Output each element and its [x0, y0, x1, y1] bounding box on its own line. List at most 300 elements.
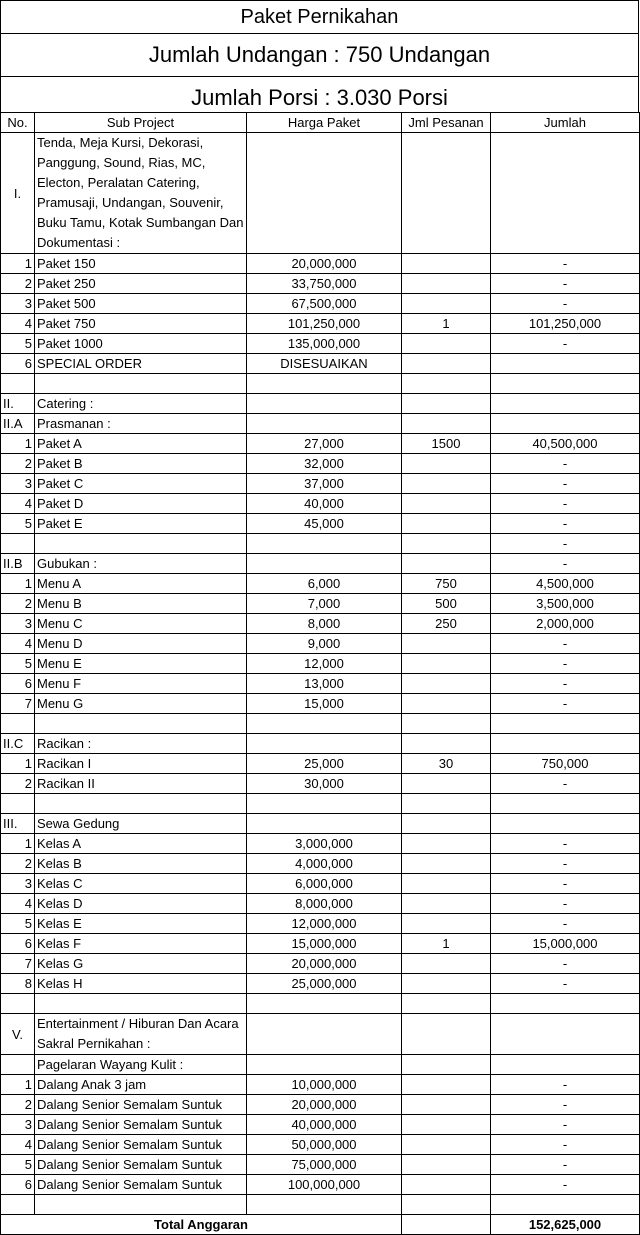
row-sub-project: Racikan :	[35, 734, 247, 754]
total-label: Total Anggaran	[1, 1215, 402, 1235]
row-no: 1	[1, 254, 35, 274]
row-no: 2	[1, 594, 35, 614]
row-sub-project: Dalang Senior Semalam Suntuk	[35, 1175, 247, 1195]
row-jml-pesanan	[402, 874, 491, 894]
row-jumlah: -	[491, 1155, 640, 1175]
row-jml-pesanan	[402, 374, 491, 394]
row-harga-paket: 100,000,000	[247, 1175, 402, 1195]
row-jumlah	[491, 794, 640, 814]
table-row	[1, 974, 640, 994]
row-jml-pesanan	[402, 274, 491, 294]
row-no: 6	[1, 934, 35, 954]
table-row	[1, 534, 640, 554]
row-jumlah	[491, 1195, 640, 1215]
row-no: 1	[1, 754, 35, 774]
row-jml-pesanan: 1	[402, 314, 491, 334]
row-jml-pesanan	[402, 774, 491, 794]
table-row	[1, 294, 640, 314]
table-row	[1, 854, 640, 874]
row-jml-pesanan	[402, 1135, 491, 1155]
table-row	[1, 614, 640, 634]
row-sub-project: Menu D	[35, 634, 247, 654]
row-jumlah	[491, 714, 640, 734]
row-sub-project: Sewa Gedung	[35, 814, 247, 834]
row-sub-project: Racikan II	[35, 774, 247, 794]
row-no: 4	[1, 634, 35, 654]
row-no: 1	[1, 1075, 35, 1095]
row-no: 2	[1, 1095, 35, 1115]
row-harga-paket	[247, 1055, 402, 1075]
row-sub-project: Paket 750	[35, 314, 247, 334]
col-header-sub-project: Sub Project	[35, 113, 247, 133]
row-jml-pesanan	[402, 914, 491, 934]
row-jumlah	[491, 133, 640, 254]
table-row	[1, 394, 640, 414]
row-jml-pesanan	[402, 354, 491, 374]
row-sub-project: Paket 500	[35, 294, 247, 314]
row-harga-paket: 27,000	[247, 434, 402, 454]
table-row	[1, 694, 640, 714]
row-jumlah: -	[491, 1075, 640, 1095]
table-row	[1, 1135, 640, 1155]
row-no: 4	[1, 314, 35, 334]
row-harga-paket: 4,000,000	[247, 854, 402, 874]
row-jml-pesanan	[402, 794, 491, 814]
row-no: II.A	[1, 414, 35, 434]
row-harga-paket	[247, 794, 402, 814]
row-jumlah: -	[491, 334, 640, 354]
row-jml-pesanan	[402, 294, 491, 314]
total-row	[1, 1215, 640, 1235]
table-row	[1, 734, 640, 754]
row-no: 4	[1, 894, 35, 914]
row-sub-project: Prasmanan :	[35, 414, 247, 434]
row-jml-pesanan	[402, 254, 491, 274]
row-jml-pesanan: 750	[402, 574, 491, 594]
row-no: 6	[1, 674, 35, 694]
row-no: I.	[1, 133, 35, 254]
row-sub-project: Paket E	[35, 514, 247, 534]
row-harga-paket: 40,000	[247, 494, 402, 514]
row-jumlah	[491, 814, 640, 834]
row-jml-pesanan	[402, 814, 491, 834]
row-jumlah	[491, 994, 640, 1014]
row-sub-project: Menu F	[35, 674, 247, 694]
row-jml-pesanan: 30	[402, 754, 491, 774]
row-no: 1	[1, 434, 35, 454]
page-title: Paket Pernikahan	[0, 0, 639, 33]
row-jml-pesanan: 500	[402, 594, 491, 614]
row-jumlah: 101,250,000	[491, 314, 640, 334]
table-row	[1, 454, 640, 474]
row-harga-paket	[247, 374, 402, 394]
row-sub-project: Menu E	[35, 654, 247, 674]
row-jml-pesanan	[402, 1155, 491, 1175]
row-jumlah: -	[491, 634, 640, 654]
row-sub-project	[35, 534, 247, 554]
row-harga-paket: 30,000	[247, 774, 402, 794]
table-row	[1, 834, 640, 854]
row-jumlah: -	[491, 894, 640, 914]
table-row	[1, 434, 640, 454]
row-harga-paket	[247, 1014, 402, 1055]
row-jml-pesanan: 1	[402, 934, 491, 954]
table-row	[1, 794, 640, 814]
row-no: 2	[1, 854, 35, 874]
table-row	[1, 514, 640, 534]
row-sub-project	[35, 994, 247, 1014]
table-row	[1, 274, 640, 294]
row-jumlah: -	[491, 554, 640, 574]
row-harga-paket: 13,000	[247, 674, 402, 694]
row-sub-project: Gubukan :	[35, 554, 247, 574]
row-jumlah: -	[491, 774, 640, 794]
table-header-row	[1, 113, 640, 133]
row-jml-pesanan	[402, 494, 491, 514]
table-row	[1, 334, 640, 354]
table-row	[1, 634, 640, 654]
row-harga-paket	[247, 1195, 402, 1215]
row-sub-project: Kelas B	[35, 854, 247, 874]
row-no: 1	[1, 834, 35, 854]
row-jumlah: -	[491, 254, 640, 274]
row-harga-paket: 20,000,000	[247, 954, 402, 974]
row-no: 4	[1, 1135, 35, 1155]
table-row	[1, 374, 640, 394]
row-jumlah: -	[491, 914, 640, 934]
col-header-harga-paket: Harga Paket	[247, 113, 402, 133]
row-jml-pesanan	[402, 1195, 491, 1215]
row-harga-paket: 6,000	[247, 574, 402, 594]
row-jumlah: -	[491, 454, 640, 474]
table-row	[1, 814, 640, 834]
row-sub-project: Pagelaran Wayang Kulit :	[35, 1055, 247, 1075]
row-sub-project: Kelas C	[35, 874, 247, 894]
table-row	[1, 994, 640, 1014]
row-harga-paket: 20,000,000	[247, 254, 402, 274]
table-row	[1, 774, 640, 794]
row-jumlah: -	[491, 294, 640, 314]
row-no: 6	[1, 1175, 35, 1195]
row-harga-paket	[247, 534, 402, 554]
row-jumlah: -	[491, 474, 640, 494]
row-jumlah: 4,500,000	[491, 574, 640, 594]
row-harga-paket: 67,500,000	[247, 294, 402, 314]
row-no: 7	[1, 694, 35, 714]
row-no: 5	[1, 914, 35, 934]
row-jumlah	[491, 734, 640, 754]
table-row	[1, 914, 640, 934]
row-harga-paket	[247, 133, 402, 254]
row-no: 2	[1, 274, 35, 294]
row-sub-project: Kelas A	[35, 834, 247, 854]
row-harga-paket	[247, 814, 402, 834]
portion-count: Jumlah Porsi : 3.030 Porsi	[0, 76, 639, 112]
table-row	[1, 934, 640, 954]
row-harga-paket: 40,000,000	[247, 1115, 402, 1135]
row-jml-pesanan	[402, 894, 491, 914]
table-row	[1, 894, 640, 914]
table-row	[1, 1095, 640, 1115]
row-jml-pesanan	[402, 1075, 491, 1095]
budget-table	[0, 112, 640, 1235]
row-harga-paket	[247, 994, 402, 1014]
table-row	[1, 133, 640, 254]
table-row	[1, 954, 640, 974]
row-no: 3	[1, 294, 35, 314]
row-jumlah: -	[491, 274, 640, 294]
row-jumlah: -	[491, 674, 640, 694]
row-no: 3	[1, 474, 35, 494]
total-value: 152,625,000	[491, 1215, 640, 1235]
table-row	[1, 714, 640, 734]
row-harga-paket: 12,000	[247, 654, 402, 674]
row-sub-project: Paket C	[35, 474, 247, 494]
row-jumlah	[491, 1055, 640, 1075]
row-jumlah: 2,000,000	[491, 614, 640, 634]
row-jumlah: -	[491, 654, 640, 674]
row-harga-paket	[247, 554, 402, 574]
row-sub-project: Kelas H	[35, 974, 247, 994]
row-jumlah: -	[491, 494, 640, 514]
row-harga-paket: 15,000,000	[247, 934, 402, 954]
row-sub-project	[35, 1195, 247, 1215]
row-jml-pesanan	[402, 694, 491, 714]
row-jumlah: -	[491, 834, 640, 854]
row-no: 2	[1, 454, 35, 474]
row-jumlah: -	[491, 854, 640, 874]
col-header-no: No.	[1, 113, 35, 133]
row-jml-pesanan	[402, 1014, 491, 1055]
row-no: III.	[1, 814, 35, 834]
table-row	[1, 574, 640, 594]
row-harga-paket: 15,000	[247, 694, 402, 714]
row-sub-project: Dalang Senior Semalam Suntuk	[35, 1135, 247, 1155]
row-no: 3	[1, 874, 35, 894]
row-sub-project: Menu C	[35, 614, 247, 634]
row-sub-project: SPECIAL ORDER	[35, 354, 247, 374]
row-jml-pesanan	[402, 474, 491, 494]
row-no: 5	[1, 514, 35, 534]
table-row	[1, 674, 640, 694]
table-row	[1, 1055, 640, 1075]
row-jml-pesanan	[402, 674, 491, 694]
row-jumlah: 40,500,000	[491, 434, 640, 454]
row-jumlah	[491, 394, 640, 414]
table-row	[1, 554, 640, 574]
table-row	[1, 1115, 640, 1135]
row-sub-project: Dalang Senior Semalam Suntuk	[35, 1155, 247, 1175]
row-jml-pesanan: 250	[402, 614, 491, 634]
row-sub-project: Dalang Senior Semalam Suntuk	[35, 1115, 247, 1135]
row-sub-project: Kelas G	[35, 954, 247, 974]
row-harga-paket	[247, 394, 402, 414]
row-harga-paket: 8,000,000	[247, 894, 402, 914]
row-jml-pesanan	[402, 994, 491, 1014]
row-no: 1	[1, 574, 35, 594]
row-jumlah: -	[491, 534, 640, 554]
table-row	[1, 1195, 640, 1215]
table-row	[1, 754, 640, 774]
row-jml-pesanan	[402, 854, 491, 874]
row-sub-project: Paket A	[35, 434, 247, 454]
table-row	[1, 1175, 640, 1195]
row-jumlah: -	[491, 954, 640, 974]
table-row	[1, 314, 640, 334]
row-no: V.	[1, 1014, 35, 1055]
row-jml-pesanan	[402, 1175, 491, 1195]
row-no	[1, 1055, 35, 1075]
row-jml-pesanan	[402, 414, 491, 434]
row-sub-project: Racikan I	[35, 754, 247, 774]
row-no: II.C	[1, 734, 35, 754]
row-no: 3	[1, 1115, 35, 1135]
row-no	[1, 374, 35, 394]
row-harga-paket: 10,000,000	[247, 1075, 402, 1095]
row-sub-project: Paket D	[35, 494, 247, 514]
row-jumlah	[491, 374, 640, 394]
row-harga-paket: 135,000,000	[247, 334, 402, 354]
row-jumlah: -	[491, 974, 640, 994]
row-no: 4	[1, 494, 35, 514]
row-harga-paket: DISESUAIKAN	[247, 354, 402, 374]
row-jml-pesanan	[402, 1095, 491, 1115]
table-row	[1, 1155, 640, 1175]
row-no: II.	[1, 394, 35, 414]
row-harga-paket	[247, 734, 402, 754]
row-jumlah: -	[491, 1175, 640, 1195]
row-harga-paket: 101,250,000	[247, 314, 402, 334]
table-row	[1, 474, 640, 494]
table-row	[1, 354, 640, 374]
row-harga-paket: 45,000	[247, 514, 402, 534]
row-jumlah: -	[491, 514, 640, 534]
row-jumlah: -	[491, 694, 640, 714]
row-sub-project: Paket 250	[35, 274, 247, 294]
row-jumlah: 3,500,000	[491, 594, 640, 614]
row-sub-project: Paket 150	[35, 254, 247, 274]
row-harga-paket: 75,000,000	[247, 1155, 402, 1175]
table-row	[1, 494, 640, 514]
row-no: II.B	[1, 554, 35, 574]
row-jumlah: -	[491, 874, 640, 894]
row-harga-paket	[247, 714, 402, 734]
row-sub-project: Kelas E	[35, 914, 247, 934]
row-harga-paket: 6,000,000	[247, 874, 402, 894]
row-jumlah: -	[491, 1115, 640, 1135]
row-no: 3	[1, 614, 35, 634]
row-sub-project: Kelas F	[35, 934, 247, 954]
row-sub-project: Menu A	[35, 574, 247, 594]
row-harga-paket: 25,000,000	[247, 974, 402, 994]
table-row	[1, 1014, 640, 1055]
row-harga-paket: 20,000,000	[247, 1095, 402, 1115]
row-no	[1, 994, 35, 1014]
row-no	[1, 714, 35, 734]
table-row	[1, 874, 640, 894]
row-harga-paket: 7,000	[247, 594, 402, 614]
row-sub-project	[35, 374, 247, 394]
row-jml-pesanan	[402, 954, 491, 974]
row-sub-project: Menu G	[35, 694, 247, 714]
row-sub-project	[35, 714, 247, 734]
row-sub-project: Catering :	[35, 394, 247, 414]
col-header-jml-pesanan: Jml Pesanan	[402, 113, 491, 133]
table-row	[1, 254, 640, 274]
row-no: 8	[1, 974, 35, 994]
row-jumlah: -	[491, 1135, 640, 1155]
row-no: 5	[1, 1155, 35, 1175]
row-harga-paket: 33,750,000	[247, 274, 402, 294]
row-sub-project: Entertainment / Hiburan Dan Acara Sakral Pernikahan :	[35, 1014, 247, 1055]
row-jml-pesanan	[402, 454, 491, 474]
row-harga-paket: 8,000	[247, 614, 402, 634]
row-jml-pesanan	[402, 834, 491, 854]
row-jumlah: 15,000,000	[491, 934, 640, 954]
row-sub-project	[35, 794, 247, 814]
row-sub-project: Menu B	[35, 594, 247, 614]
row-jumlah	[491, 1014, 640, 1055]
row-jml-pesanan: 1500	[402, 434, 491, 454]
row-jml-pesanan	[402, 634, 491, 654]
col-header-jumlah: Jumlah	[491, 113, 640, 133]
row-sub-project: Tenda, Meja Kursi, Dekorasi, Panggung, Sound, Rias, MC, Electon, Peralatan Catering, Pramusaji, Undangan, Souvenir, Buku Tamu, Kotak Sumbangan Dan Dokumentasi :	[35, 133, 247, 254]
row-jml-pesanan	[402, 654, 491, 674]
table-row	[1, 594, 640, 614]
row-harga-paket: 3,000,000	[247, 834, 402, 854]
row-no	[1, 794, 35, 814]
row-harga-paket: 37,000	[247, 474, 402, 494]
row-harga-paket: 25,000	[247, 754, 402, 774]
row-no: 5	[1, 334, 35, 354]
row-harga-paket: 9,000	[247, 634, 402, 654]
row-jml-pesanan	[402, 1115, 491, 1135]
row-jml-pesanan	[402, 334, 491, 354]
invitation-count: Jumlah Undangan : 750 Undangan	[0, 33, 639, 76]
row-jumlah	[491, 354, 640, 374]
row-no: 2	[1, 774, 35, 794]
row-harga-paket: 12,000,000	[247, 914, 402, 934]
table-row	[1, 414, 640, 434]
row-no: 5	[1, 654, 35, 674]
row-sub-project: Paket 1000	[35, 334, 247, 354]
row-jml-pesanan	[402, 734, 491, 754]
row-jumlah	[491, 414, 640, 434]
row-jml-pesanan	[402, 133, 491, 254]
row-sub-project: Kelas D	[35, 894, 247, 914]
row-jml-pesanan	[402, 974, 491, 994]
table-row	[1, 1075, 640, 1095]
row-jumlah: 750,000	[491, 754, 640, 774]
row-jml-pesanan	[402, 394, 491, 414]
row-jml-pesanan	[402, 714, 491, 734]
row-harga-paket: 50,000,000	[247, 1135, 402, 1155]
row-jml-pesanan	[402, 514, 491, 534]
total-spacer	[402, 1215, 491, 1235]
row-jml-pesanan	[402, 1055, 491, 1075]
table-row	[1, 654, 640, 674]
row-jumlah: -	[491, 1095, 640, 1115]
row-sub-project: Dalang Anak 3 jam	[35, 1075, 247, 1095]
row-no	[1, 1195, 35, 1215]
row-harga-paket: 32,000	[247, 454, 402, 474]
row-jml-pesanan	[402, 554, 491, 574]
row-sub-project: Paket B	[35, 454, 247, 474]
row-harga-paket	[247, 414, 402, 434]
row-jml-pesanan	[402, 534, 491, 554]
row-no	[1, 534, 35, 554]
row-no: 7	[1, 954, 35, 974]
